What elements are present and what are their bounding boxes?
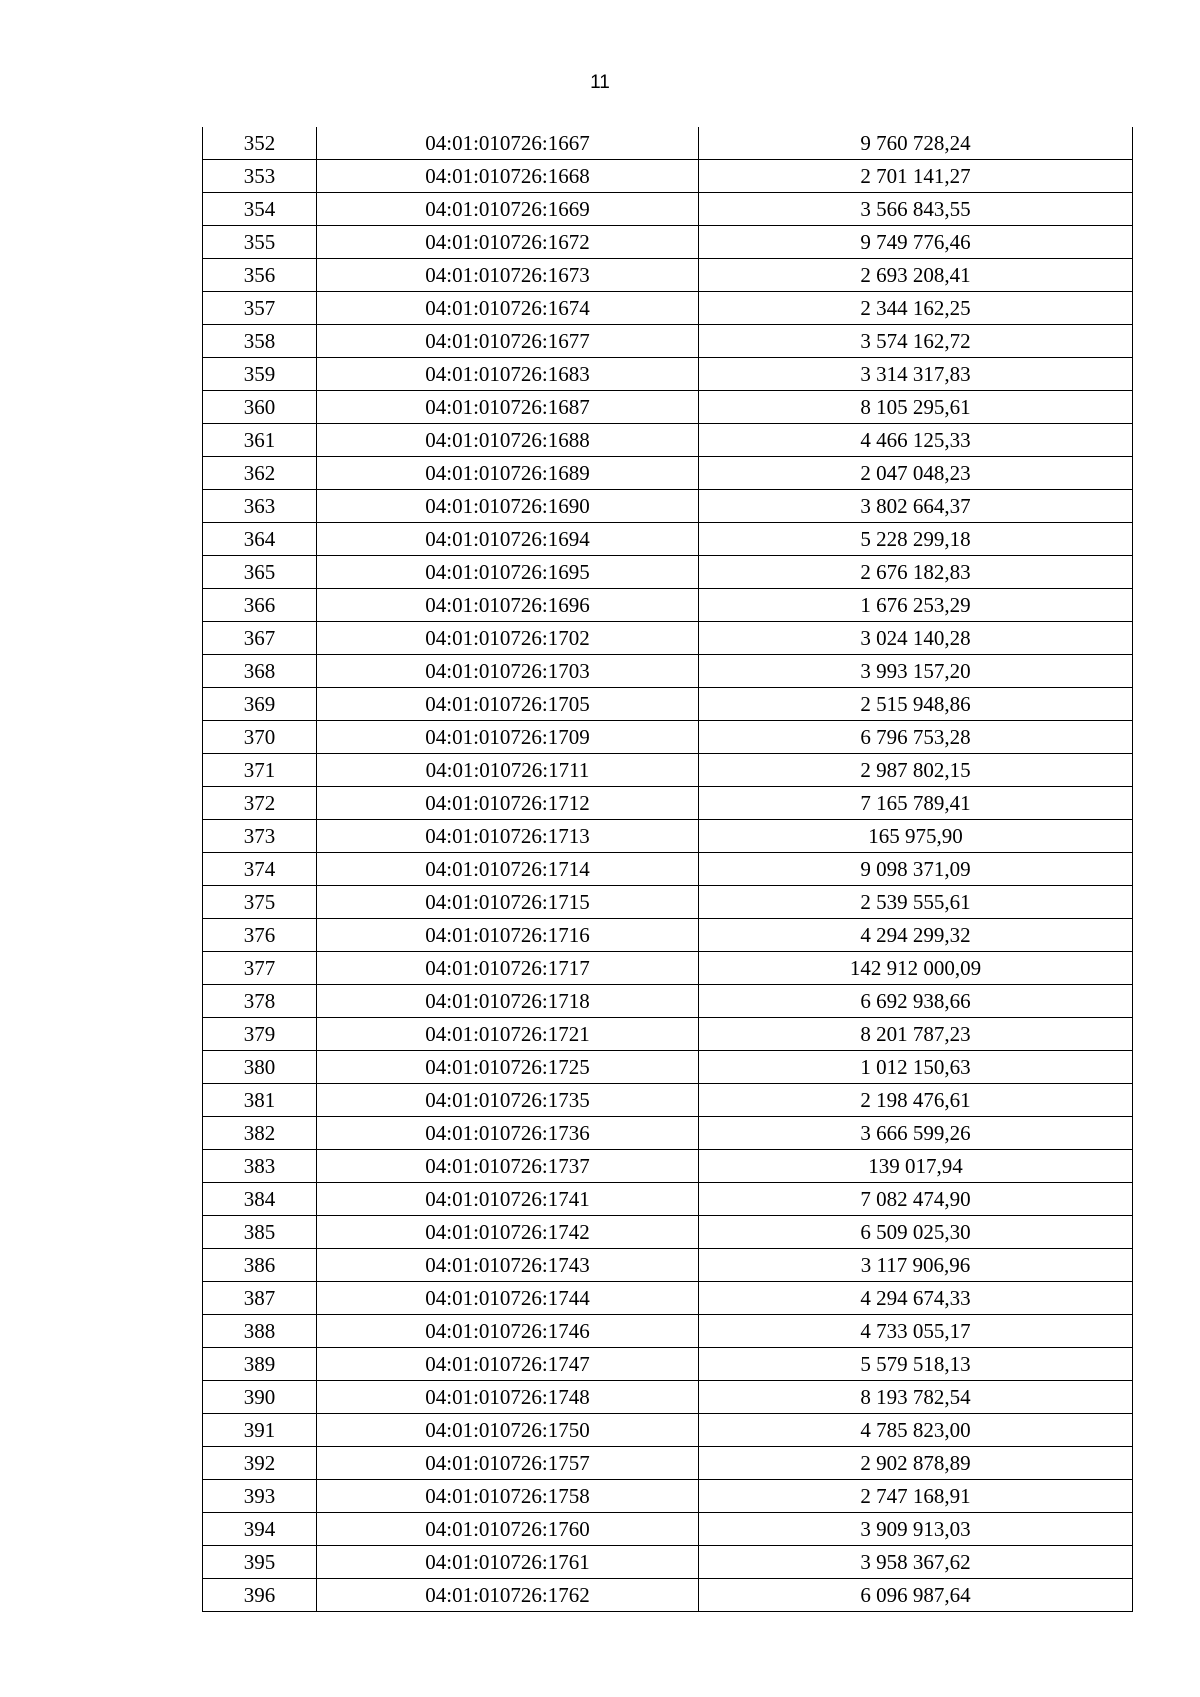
table-row (203, 787, 1133, 820)
cadastral-number-cell: 04:01:010726:1715 (317, 886, 699, 919)
row-number-cell: 363 (203, 490, 317, 523)
row-number-cell: 384 (203, 1183, 317, 1216)
table-row (203, 259, 1133, 292)
cadastral-number-cell: 04:01:010726:1702 (317, 622, 699, 655)
row-number-cell: 377 (203, 952, 317, 985)
row-number-cell: 394 (203, 1513, 317, 1546)
cadastral-value-cell: 8 193 782,54 (699, 1381, 1133, 1414)
table-row (203, 1249, 1133, 1282)
table-row (203, 754, 1133, 787)
cadastral-value-cell: 2 701 141,27 (699, 160, 1133, 193)
table-row (203, 721, 1133, 754)
table-row (203, 1150, 1133, 1183)
table-row (203, 1546, 1133, 1579)
row-number-cell: 386 (203, 1249, 317, 1282)
cadastral-value-cell: 165 975,90 (699, 820, 1133, 853)
row-number-cell: 395 (203, 1546, 317, 1579)
cadastral-number-cell: 04:01:010726:1760 (317, 1513, 699, 1546)
table-row (203, 1381, 1133, 1414)
row-number-cell: 366 (203, 589, 317, 622)
cadastral-number-cell: 04:01:010726:1741 (317, 1183, 699, 1216)
table-row (203, 655, 1133, 688)
row-number-cell: 364 (203, 523, 317, 556)
table-row (203, 226, 1133, 259)
cadastral-number-cell: 04:01:010726:1762 (317, 1579, 699, 1612)
table-body (203, 127, 1133, 1612)
cadastral-number-cell: 04:01:010726:1668 (317, 160, 699, 193)
table-row (203, 919, 1133, 952)
cadastral-number-cell: 04:01:010726:1721 (317, 1018, 699, 1051)
cadastral-number-cell: 04:01:010726:1669 (317, 193, 699, 226)
cadastral-value-cell: 2 987 802,15 (699, 754, 1133, 787)
cadastral-value-cell: 2 539 555,61 (699, 886, 1133, 919)
row-number-cell: 356 (203, 259, 317, 292)
row-number-cell: 357 (203, 292, 317, 325)
cadastral-number-cell: 04:01:010726:1674 (317, 292, 699, 325)
cadastral-value-cell: 4 466 125,33 (699, 424, 1133, 457)
table-row (203, 424, 1133, 457)
cadastral-number-cell: 04:01:010726:1761 (317, 1546, 699, 1579)
row-number-cell: 368 (203, 655, 317, 688)
cadastral-value-cell: 9 760 728,24 (699, 127, 1133, 160)
cadastral-number-cell: 04:01:010726:1716 (317, 919, 699, 952)
row-number-cell: 383 (203, 1150, 317, 1183)
row-number-cell: 374 (203, 853, 317, 886)
row-number-cell: 378 (203, 985, 317, 1018)
cadastral-value-table (202, 127, 1133, 1612)
cadastral-value-cell: 9 749 776,46 (699, 226, 1133, 259)
table-row (203, 1051, 1133, 1084)
row-number-cell: 359 (203, 358, 317, 391)
row-number-cell: 393 (203, 1480, 317, 1513)
row-number-cell: 355 (203, 226, 317, 259)
table-row (203, 1513, 1133, 1546)
table-row (203, 556, 1133, 589)
cadastral-value-cell: 2 693 208,41 (699, 259, 1133, 292)
row-number-cell: 391 (203, 1414, 317, 1447)
cadastral-number-cell: 04:01:010726:1714 (317, 853, 699, 886)
cadastral-value-cell: 2 047 048,23 (699, 457, 1133, 490)
row-number-cell: 369 (203, 688, 317, 721)
cadastral-number-cell: 04:01:010726:1711 (317, 754, 699, 787)
table-row (203, 688, 1133, 721)
table-row (203, 1216, 1133, 1249)
table-row (203, 193, 1133, 226)
table-row (203, 490, 1133, 523)
row-number-cell: 354 (203, 193, 317, 226)
cadastral-value-cell: 8 201 787,23 (699, 1018, 1133, 1051)
cadastral-number-cell: 04:01:010726:1687 (317, 391, 699, 424)
cadastral-number-cell: 04:01:010726:1757 (317, 1447, 699, 1480)
cadastral-value-cell: 142 912 000,09 (699, 952, 1133, 985)
cadastral-number-cell: 04:01:010726:1672 (317, 226, 699, 259)
cadastral-value-cell: 2 902 878,89 (699, 1447, 1133, 1480)
table-row (203, 292, 1133, 325)
row-number-cell: 361 (203, 424, 317, 457)
table-row (203, 325, 1133, 358)
cadastral-number-cell: 04:01:010726:1747 (317, 1348, 699, 1381)
table-row (203, 952, 1133, 985)
row-number-cell: 362 (203, 457, 317, 490)
cadastral-value-cell: 3 993 157,20 (699, 655, 1133, 688)
cadastral-value-cell: 3 909 913,03 (699, 1513, 1133, 1546)
cadastral-value-cell: 4 294 674,33 (699, 1282, 1133, 1315)
cadastral-number-cell: 04:01:010726:1744 (317, 1282, 699, 1315)
row-number-cell: 358 (203, 325, 317, 358)
row-number-cell: 353 (203, 160, 317, 193)
cadastral-value-cell: 2 747 168,91 (699, 1480, 1133, 1513)
page-number: 11 (590, 72, 610, 93)
cadastral-number-cell: 04:01:010726:1758 (317, 1480, 699, 1513)
table-row (203, 1084, 1133, 1117)
cadastral-value-cell: 6 796 753,28 (699, 721, 1133, 754)
cadastral-number-cell: 04:01:010726:1737 (317, 1150, 699, 1183)
cadastral-number-cell: 04:01:010726:1709 (317, 721, 699, 754)
row-number-cell: 352 (203, 127, 317, 160)
cadastral-value-cell: 7 082 474,90 (699, 1183, 1133, 1216)
cadastral-number-cell: 04:01:010726:1695 (317, 556, 699, 589)
row-number-cell: 371 (203, 754, 317, 787)
row-number-cell: 389 (203, 1348, 317, 1381)
row-number-cell: 382 (203, 1117, 317, 1150)
table-row (203, 391, 1133, 424)
table-row (203, 886, 1133, 919)
cadastral-number-cell: 04:01:010726:1736 (317, 1117, 699, 1150)
table-row (203, 127, 1133, 160)
cadastral-value-cell: 5 579 518,13 (699, 1348, 1133, 1381)
cadastral-number-cell: 04:01:010726:1683 (317, 358, 699, 391)
cadastral-value-cell: 1 676 253,29 (699, 589, 1133, 622)
cadastral-value-cell: 2 198 476,61 (699, 1084, 1133, 1117)
table-row (203, 1117, 1133, 1150)
table-row (203, 457, 1133, 490)
table-row (203, 1414, 1133, 1447)
cadastral-value-cell: 8 105 295,61 (699, 391, 1133, 424)
cadastral-value-cell: 6 692 938,66 (699, 985, 1133, 1018)
cadastral-value-cell: 3 958 367,62 (699, 1546, 1133, 1579)
cadastral-number-cell: 04:01:010726:1717 (317, 952, 699, 985)
cadastral-value-cell: 2 515 948,86 (699, 688, 1133, 721)
table-row (203, 1282, 1133, 1315)
cadastral-value-cell: 3 666 599,26 (699, 1117, 1133, 1150)
table-row (203, 622, 1133, 655)
cadastral-value-cell: 3 574 162,72 (699, 325, 1133, 358)
cadastral-number-cell: 04:01:010726:1713 (317, 820, 699, 853)
table-row (203, 820, 1133, 853)
row-number-cell: 387 (203, 1282, 317, 1315)
table-row (203, 160, 1133, 193)
row-number-cell: 385 (203, 1216, 317, 1249)
cadastral-value-cell: 2 344 162,25 (699, 292, 1133, 325)
table-row (203, 853, 1133, 886)
cadastral-number-cell: 04:01:010726:1703 (317, 655, 699, 688)
cadastral-number-cell: 04:01:010726:1689 (317, 457, 699, 490)
cadastral-number-cell: 04:01:010726:1690 (317, 490, 699, 523)
row-number-cell: 379 (203, 1018, 317, 1051)
cadastral-number-cell: 04:01:010726:1746 (317, 1315, 699, 1348)
row-number-cell: 396 (203, 1579, 317, 1612)
cadastral-number-cell: 04:01:010726:1677 (317, 325, 699, 358)
table-row (203, 1183, 1133, 1216)
table-row (203, 358, 1133, 391)
table-row (203, 1018, 1133, 1051)
cadastral-number-cell: 04:01:010726:1718 (317, 985, 699, 1018)
cadastral-number-cell: 04:01:010726:1750 (317, 1414, 699, 1447)
cadastral-number-cell: 04:01:010726:1742 (317, 1216, 699, 1249)
cadastral-number-cell: 04:01:010726:1673 (317, 259, 699, 292)
row-number-cell: 390 (203, 1381, 317, 1414)
row-number-cell: 372 (203, 787, 317, 820)
cadastral-number-cell: 04:01:010726:1688 (317, 424, 699, 457)
cadastral-value-cell: 6 509 025,30 (699, 1216, 1133, 1249)
row-number-cell: 367 (203, 622, 317, 655)
row-number-cell: 370 (203, 721, 317, 754)
row-number-cell: 380 (203, 1051, 317, 1084)
cadastral-number-cell: 04:01:010726:1712 (317, 787, 699, 820)
row-number-cell: 360 (203, 391, 317, 424)
table-row (203, 985, 1133, 1018)
cadastral-value-cell: 3 117 906,96 (699, 1249, 1133, 1282)
cadastral-value-cell: 3 314 317,83 (699, 358, 1133, 391)
table-row (203, 523, 1133, 556)
table-row (203, 1480, 1133, 1513)
cadastral-number-cell: 04:01:010726:1705 (317, 688, 699, 721)
cadastral-value-cell: 7 165 789,41 (699, 787, 1133, 820)
row-number-cell: 373 (203, 820, 317, 853)
cadastral-value-cell: 6 096 987,64 (699, 1579, 1133, 1612)
cadastral-value-cell: 9 098 371,09 (699, 853, 1133, 886)
cadastral-number-cell: 04:01:010726:1748 (317, 1381, 699, 1414)
table-row (203, 1447, 1133, 1480)
cadastral-value-cell: 4 733 055,17 (699, 1315, 1133, 1348)
cadastral-number-cell: 04:01:010726:1694 (317, 523, 699, 556)
cadastral-number-cell: 04:01:010726:1735 (317, 1084, 699, 1117)
cadastral-value-cell: 3 024 140,28 (699, 622, 1133, 655)
table-row (203, 1348, 1133, 1381)
cadastral-value-cell: 3 802 664,37 (699, 490, 1133, 523)
cadastral-value-cell: 1 012 150,63 (699, 1051, 1133, 1084)
cadastral-number-cell: 04:01:010726:1743 (317, 1249, 699, 1282)
cadastral-number-cell: 04:01:010726:1725 (317, 1051, 699, 1084)
row-number-cell: 388 (203, 1315, 317, 1348)
cadastral-value-cell: 2 676 182,83 (699, 556, 1133, 589)
table-row (203, 1579, 1133, 1612)
row-number-cell: 376 (203, 919, 317, 952)
cadastral-value-cell: 139 017,94 (699, 1150, 1133, 1183)
cadastral-value-cell: 3 566 843,55 (699, 193, 1133, 226)
cadastral-value-cell: 4 294 299,32 (699, 919, 1133, 952)
table-row (203, 1315, 1133, 1348)
row-number-cell: 365 (203, 556, 317, 589)
table-row (203, 589, 1133, 622)
row-number-cell: 392 (203, 1447, 317, 1480)
cadastral-number-cell: 04:01:010726:1667 (317, 127, 699, 160)
row-number-cell: 375 (203, 886, 317, 919)
row-number-cell: 381 (203, 1084, 317, 1117)
cadastral-number-cell: 04:01:010726:1696 (317, 589, 699, 622)
cadastral-value-cell: 4 785 823,00 (699, 1414, 1133, 1447)
cadastral-value-cell: 5 228 299,18 (699, 523, 1133, 556)
